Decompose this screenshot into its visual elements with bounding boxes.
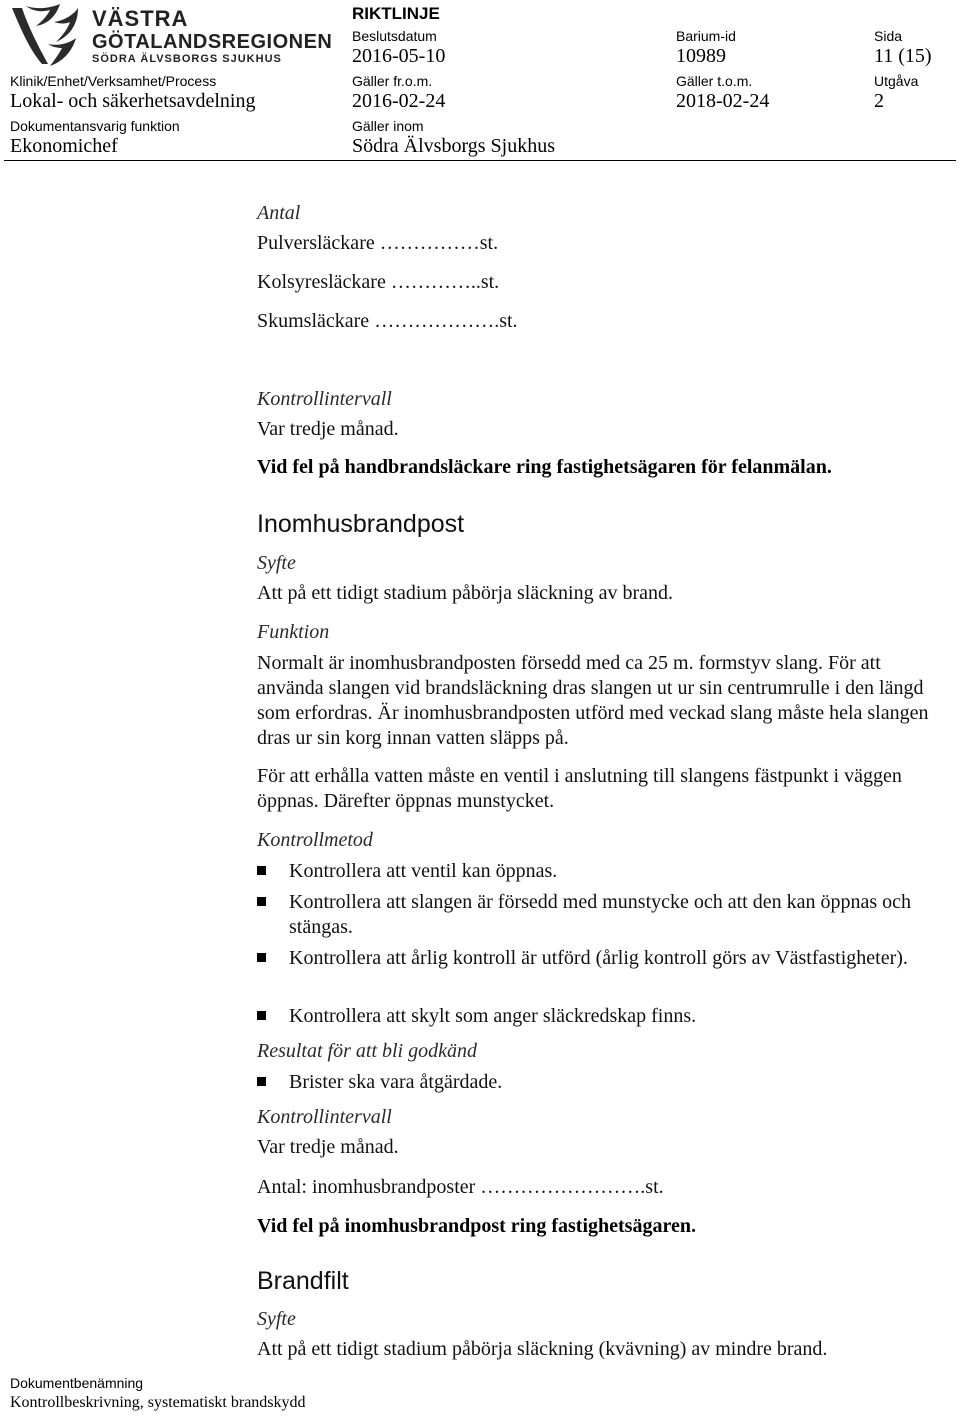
sida-value: 11 (15): [874, 45, 932, 67]
barium-value: 10989: [676, 45, 726, 67]
process-value: Lokal- och säkerhetsavdelning: [10, 90, 256, 112]
doc-type: RIKTLINJE: [352, 4, 440, 23]
syfte-text-3: Att på ett tidigt stadium påbörja släckning (kvävning) av mindre brand.: [257, 1338, 828, 1360]
bullet-icon: [257, 1011, 266, 1020]
logo-line-3: SÖDRA ÄLVSBORGS SJUKHUS: [92, 53, 282, 65]
var-tredje-1: Var tredje månad.: [257, 418, 399, 440]
resultat-heading: Resultat för att bli godkänd: [257, 1040, 477, 1062]
galler-inom-label: Gäller inom: [352, 118, 424, 134]
footer-label: Dokumentbenämning: [10, 1375, 144, 1391]
resultat-item: Brister ska vara åtgärdade.: [289, 1071, 503, 1093]
galler-inom-value: Södra Älvsborgs Sjukhus: [352, 135, 555, 157]
syfte-heading-3: Syfte: [257, 1308, 296, 1330]
kontrollmetod-item: Kontrollera att slangen är försedd med munstycke och att den kan öppnas och stängas.: [289, 891, 912, 938]
syfte-text-2: Att på ett tidigt stadium påbörja släckning av brand.: [257, 582, 674, 604]
vid-fel-2: Vid fel på inomhusbrandpost ring fastighetsägaren.: [257, 1215, 696, 1237]
antal-inomhusbrandposter: Antal: inomhusbrandposter …………………….st.: [257, 1176, 664, 1198]
process-label: Klinik/Enhet/Verksamhet/Process: [10, 73, 217, 89]
logo-line-1: VÄSTRA: [92, 6, 189, 31]
bullet-icon: [257, 897, 266, 906]
bullet-icon: [257, 1077, 266, 1086]
kontrollmetod-heading: Kontrollmetod: [257, 829, 373, 851]
logo-line-2: GÖTALANDSREGIONEN: [92, 31, 333, 53]
funktion-paragraph: Normalt är inomhusbrandposten försedd med ca 25 m. formstyv slang. För att använda slangen vid brandsläckning dras slangen ut ur sin centrumrulle i den längd som erfordras. Är inomhusbrandposten utförd med veckad slang måste hela slangen dras ur sin korg innan vatten släpps på.: [257, 652, 929, 749]
header-divider: [4, 160, 956, 161]
bullet-icon: [257, 953, 266, 962]
section-title-brandfilt: Brandfilt: [257, 1267, 349, 1295]
ansvarig-label: Dokumentansvarig funktion: [10, 118, 180, 134]
section-title-inomhusbrandpost: Inomhusbrandpost: [257, 510, 465, 538]
vid-fel-1: Vid fel på handbrandsläckare ring fastighetsägaren för felanmälan.: [257, 456, 832, 478]
to-value: 2018-02-24: [676, 90, 770, 112]
syfte-heading-2: Syfte: [257, 552, 296, 574]
var-tredje-2: Var tredje månad.: [257, 1136, 399, 1158]
sida-label: Sida: [874, 28, 903, 44]
from-label: Gäller fr.o.m.: [352, 73, 433, 89]
region-logo-mark-icon: [8, 2, 80, 68]
pulver-line: Pulversläckare ……………st.: [257, 232, 499, 254]
footer-value: Kontrollbeskrivning, systematiskt brandskydd: [10, 1394, 306, 1411]
kontrollmetod-item: Kontrollera att årlig kontroll är utförd (årlig kontroll görs av Västfastigheter).: [289, 947, 908, 969]
skum-line: Skumsläckare ……………….st.: [257, 310, 518, 332]
kolsyre-line: Kolsyresläckare …………..st.: [257, 271, 500, 293]
funktion-heading: Funktion: [257, 621, 330, 643]
from-value: 2016-02-24: [352, 90, 446, 112]
funktion-paragraph-2: För att erhålla vatten måste en ventil i anslutning till slangens fästpunkt i väggen öppnas. Därefter öppnas munstycket.: [257, 765, 902, 812]
beslutsdatum-label: Beslutsdatum: [352, 28, 437, 44]
kontrollmetod-item: Kontrollera att ventil kan öppnas.: [289, 860, 558, 882]
beslutsdatum-value: 2016-05-10: [352, 45, 446, 67]
antal-heading: Antal: [257, 202, 301, 224]
utgava-label: Utgåva: [874, 73, 919, 89]
to-label: Gäller t.o.m.: [676, 73, 753, 89]
kontrollmetod-item: Kontrollera att skylt som anger släckredskap finns.: [289, 1005, 697, 1027]
utgava-value: 2: [874, 90, 884, 112]
kontrollintervall-heading-1: Kontrollintervall: [257, 388, 392, 410]
bullet-icon: [257, 866, 266, 875]
ansvarig-value: Ekonomichef: [10, 135, 118, 157]
kontrollintervall-heading-2: Kontrollintervall: [257, 1106, 392, 1128]
region-logo: [8, 2, 333, 68]
barium-label: Barium-id: [676, 28, 736, 44]
